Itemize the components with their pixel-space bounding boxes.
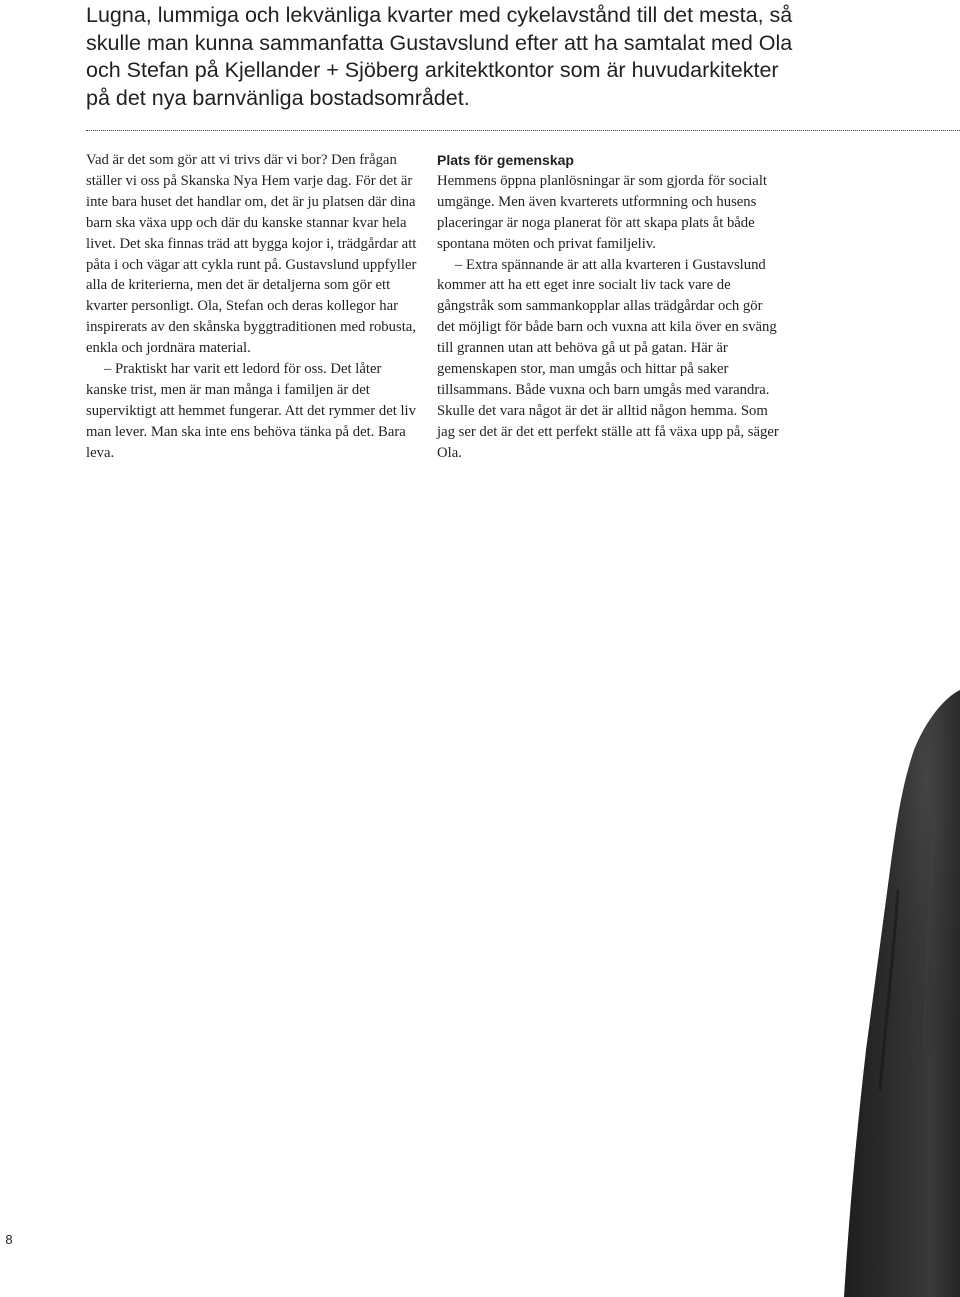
left-paragraph-1: Vad är det som gör att vi trivs där vi bor? Den frågan ställer vi oss på Skanska Nya Hem varje dag. För det är inte bara huset det handlar om, det är ju platsen där dina barn ska växa upp och där du kanske stannar kvar hela livet. Det ska finnas träd att bygga kojor i, trädgårdar att påta i och vägar att cykla runt på. Gustavslund uppfyller alla de kriterierna, men det är detaljerna som gör ett kvarter personligt. Ola, Stefan och deras kollegor har inspirerats av den skånska byggtraditionen med robusta, enkla och jordnära material.	[86, 152, 417, 357]
right-paragraph-2-quote: – Extra spännande är att alla kvarteren i Gustavslund kommer att ha ett eget inre socialt liv tack vare de gångstråk som sammankopplar allas trädgårdar och gör det möjligt för både barn och vuxna att kila över en sväng till grannen utan att behöva gå ut på gatan. Här är gemenskapen stor, man umgås och hittar på saker tillsammans. Både vuxna och barn umgås med varandra. Skulle det vara något är det är alltid någon hemma. Som jag ser det är det ett perfekt ställe att få växa upp på, säger Ola.	[437, 256, 779, 461]
left-paragraph-2-quote: – Praktiskt har varit ett ledord för oss. Det låter kanske trist, men är man många i familjen är det superviktigt att hemmet fungerar. Att det rymmer det liv man lever. Man ska inte ens behöva tänka på det. Bara leva.	[86, 361, 416, 461]
left-text-column	[86, 150, 420, 464]
dark-jacket-shoulder-image	[840, 690, 960, 1297]
right-text-column	[437, 150, 782, 464]
dotted-divider	[86, 130, 960, 131]
person-photo-crop	[840, 690, 960, 1297]
right-paragraph-1: Hemmens öppna planlösningar är som gjorda för socialt umgänge. Men även kvarterets utformning och husens placeringar är noga planerat för att skapa plats åt både spontana möten och privat familjeliv.	[437, 172, 767, 252]
intro-lead-text: Lugna, lummiga och lekvänliga kvarter med cykelavstånd till det mesta, så skulle man kunna sammanfatta Gustavslund efter att ha samtalat med Ola och Stefan på Kjellander + Sjöberg arkitektkontor som är huvudarkitekter på det nya barnvänliga bostadsområdet.	[86, 3, 793, 110]
page-number: 8	[5, 1232, 13, 1247]
section-subheading: Plats för gemenskap	[437, 152, 574, 168]
